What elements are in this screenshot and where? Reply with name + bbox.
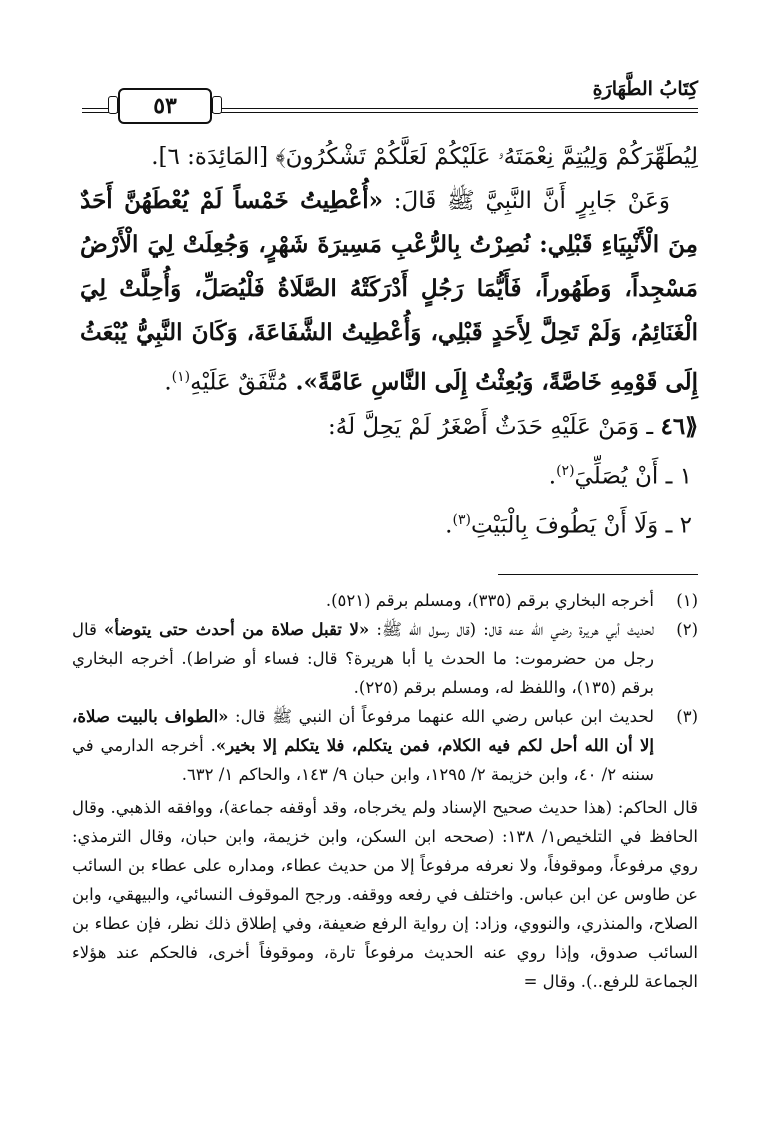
list-item-end: . [445,512,453,539]
footnote-ref-1: (١) [171,369,191,385]
list-item-number: ٢ ـ [665,512,692,539]
book-title: كِتَابُ الطَّهَارَةِ [592,78,698,100]
list-item-end: . [548,463,557,490]
hadith-end: . [164,369,172,396]
footnote-text-post: . أخرجه الدارمي في سننه ٢/ ٤٠، وابن خزيمة ٢/ ١٢٩٥، وابن حبان ٩/ ١٤٣، والحاكم ١/ ٦٣٢. [72,736,654,784]
verse-ending [80,135,698,179]
list-item-text: وَلَا أَنْ يَطُوفَ بِالْبَيْتِ [470,512,666,539]
footnote-text [72,615,654,702]
footnote-text [72,702,654,789]
footnote-continuation [72,793,698,996]
footnote-number: (٢) [676,620,698,639]
footnote-text-pre: لحديث أبي هريرة رضي الله عنه قال: (قال رسول الله ﷺ: [369,620,654,639]
hadith-intro: وَعَنْ جَابِرٍ أَنَّ النَّبِيَّ ﷺ قَالَ: [383,188,671,214]
section-text: ـ وَمَنْ عَلَيْهِ حَدَثٌ أَصْغَرُ لَمْ يَحِلَّ لَهُ: [327,413,661,440]
section-heading [80,405,698,449]
quran-verse: لِيُطَهِّرَكُمْ وَلِيُتِمَّ نِعْمَتَهُۥ عَلَيْكُمْ لَعَلَّكُمْ تَشْكُرُونَ﴾ [المَائِدَة: ٦]. [151,144,698,170]
footnote-number: (١) [676,591,698,610]
list-item [80,498,698,548]
footnote-2 [72,615,698,702]
page-number: ٥٣ [118,88,212,124]
footnote-3 [72,702,698,789]
hadith-paragraph [80,179,698,405]
footnote-text: أخرجه البخاري برقم (٣٣٥)، ومسلم برقم (٥٢١). [325,591,654,610]
footnotes [72,586,698,996]
hadith-source: مُتَّفَقٌ عَلَيْهِ [190,369,296,396]
list-item-text: أَنْ يُصَلِّيَ [574,463,666,490]
page-header [82,78,698,130]
hadith-text: «أُعْطِيتُ خَمْساً لَمْ يُعْطَهُنَّ أَحَدٌ مِنَ الْأَنْبِيَاءِ قَبْلِي: نُصِرْتُ بِالرُّعْبِ مَسِيرَةَ شَهْرٍ، وَجُعِلَتْ لِيَ الْأَرْضُ مَسْجِداً، وَطَهُوراً، فَأَيُّمَا رَجُلٍ أَدْرَكَتْهُ الصَّلَاةُ فَلْيُصَلِّ، وَأُحِلَّتْ لِيَ الْغَنَائِمُ، وَلَمْ تَحِلَّ لِأَحَدٍ قَبْلِي، وَأُعْطِيتُ الشَّفَاعَةَ، وَكَانَ النَّبِيُّ يُبْعَثُ إِلَى قَوْمِهِ خَاصَّةً، وَبُعِثْتُ إِلَى النَّاسِ عَامَّةً». [80,187,698,396]
footnote-text-pre: لحديث ابن عباس رضي الله عنهما مرفوعاً أن النبي ﷺ قال: [228,707,654,726]
main-text [80,135,698,548]
footnote-1 [72,586,698,615]
footnote-text-post: قال رجل من حضرموت: ما الحدث يا أبا هريرة؟ قال: فساء أو ضراط). أخرجه البخاري برقم (١٣٥)، واللفظ له، ومسلم برقم (٢٢٥). [72,620,654,697]
footnote-number: (٣) [676,707,698,726]
list-item [80,449,698,499]
footnote-hadith-quote: «لا تقبل صلاة من أحدث حتى يتوضأ» [104,620,370,639]
footnote-continuation-text: قال الحاكم: (هذا حديث صحيح الإسناد ولم يخرجاه، وقد أوقفه جماعة)، ووافقه الذهبي. وقال الحافظ في التلخيص١/ ١٣٨: (صححه ابن السكن، وابن خزيمة، وابن حبان، وقال الترمذي: روي مرفوعاً، وموقوفاً، ولا نعرفه مرفوعاً إلا من حديث عطاء، ومداره على عطاء بن السائب عن طاوس عن ابن عباس. واختلف في رفعه ووقفه. ورجح الموقوف النسائي، والبيهقي، وابن الصلاح، والمنذري، والنووي، وزاد: إن رواية الرفع ضعيفة، وفي إطلاق ذلك نظر، فإن عطاء بن السائب صدوق، وإذا روي عنه الحديث مرفوعاً تارة، وموقوفاً أخرى، فالحكم عند هؤلاء الجماعة للرفع..). وقال [72,798,698,991]
list-item-number: ١ ـ [665,463,692,490]
footnote-separator [498,574,698,575]
footnote-ref-2: (٢) [556,462,575,479]
footnote-hadith-quote: «الطواف بالبيت صلاة، إلا أن الله أحل لكم فيه الكلام، فمن يتكلم، فلا يتكلم إلا بخير» [72,707,654,755]
footnote-ref-3: (٣) [452,512,471,529]
continuation-mark: = [523,972,538,991]
section-number: ⟪٤٦ [660,412,698,440]
